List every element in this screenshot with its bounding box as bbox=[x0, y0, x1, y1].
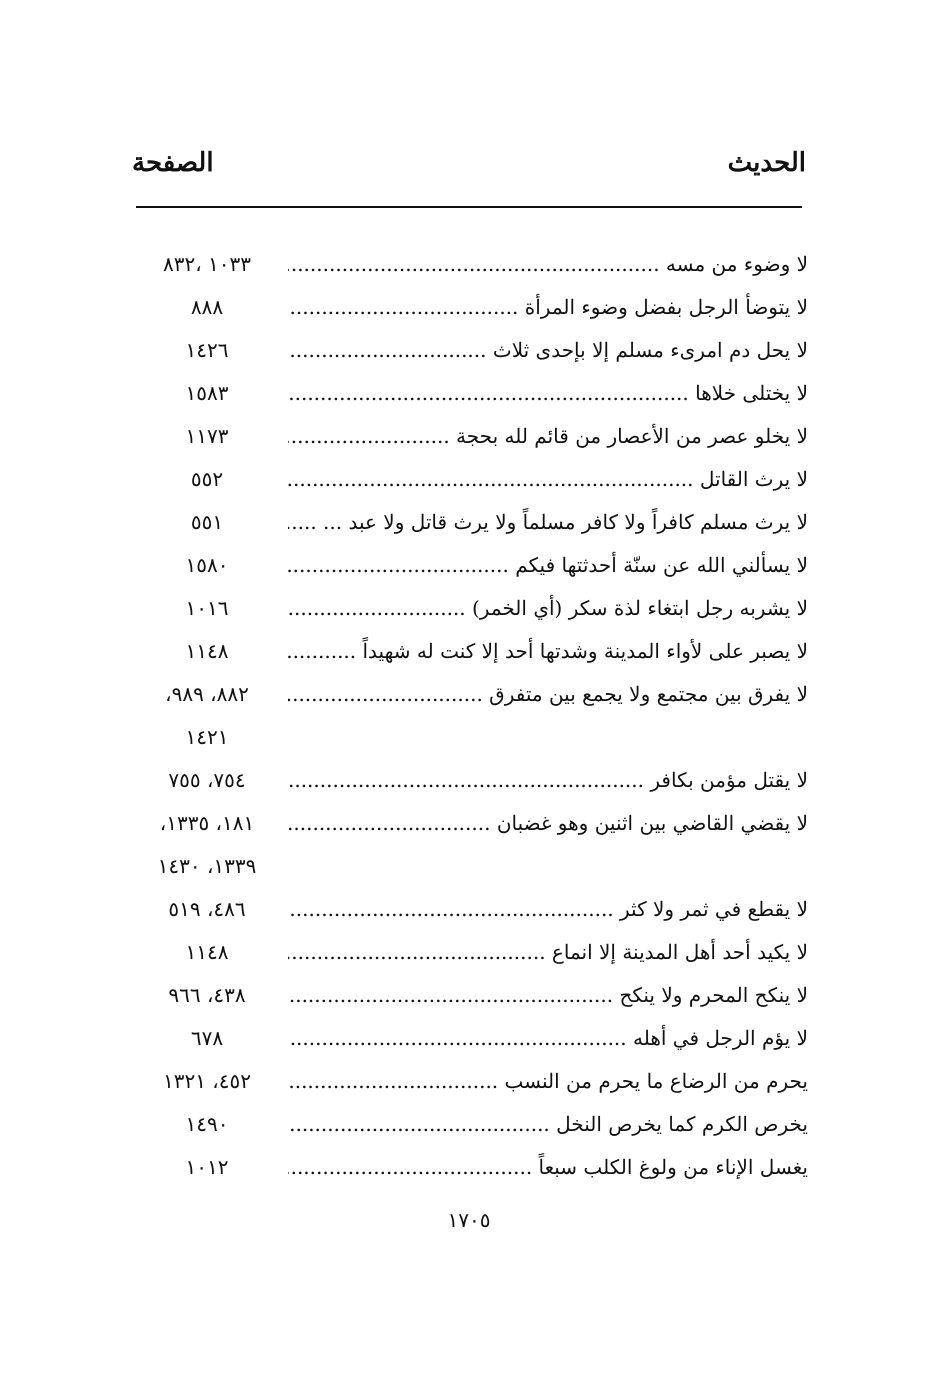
page-numbers: ١٠٣٣ ،٨٣٢ bbox=[162, 252, 251, 276]
index-entry bbox=[132, 889, 808, 932]
index-entry bbox=[132, 932, 808, 975]
column-heading-page: الصفحة bbox=[132, 148, 214, 178]
hadith-text: لا يشربه رجل ابتغاء لذة سكر (أي الخمر) ..... bbox=[288, 594, 808, 622]
index-entry-continuation bbox=[132, 846, 808, 889]
page-numbers: ١٠١٦ bbox=[185, 596, 229, 620]
hadith-text: لا يرث مسلم كافراً ولا كافر مسلماً ولا يرث قاتل ولا عبد ... ..... bbox=[288, 508, 808, 536]
page-numbers: ٨٨٢، ٩٨٩، bbox=[165, 682, 249, 706]
page-numbers: ١٤٢٦ bbox=[185, 338, 229, 362]
page-numbers: ٦٧٨ bbox=[190, 1026, 224, 1050]
page-numbers: ١٤٩٠ bbox=[185, 1112, 229, 1136]
page-numbers: ١٤٢١ bbox=[185, 725, 229, 749]
hadith-text: لا يسألني الله عن سنّة أحدثتها فيكم ..... bbox=[288, 551, 808, 579]
hadith-text: لا يحل دم امرىء مسلم إلا بإحدى ثلاث ..... bbox=[288, 336, 808, 364]
index-entry bbox=[132, 975, 808, 1018]
index-entry bbox=[132, 459, 808, 502]
column-heading-hadith: الحديث bbox=[727, 148, 806, 178]
hadith-text: لا وضوء من مسه ..... bbox=[288, 250, 808, 278]
index-entries bbox=[132, 244, 808, 1190]
index-entry bbox=[132, 760, 808, 803]
hadith-text: يحرم من الرضاع ما يحرم من النسب ..... bbox=[288, 1067, 808, 1095]
page-numbers: ٤٣٨، ٩٦٦ bbox=[168, 983, 246, 1007]
hadith-text: لا يقطع في ثمر ولا كثر ..... bbox=[288, 895, 808, 923]
index-entry bbox=[132, 502, 808, 545]
index-entry bbox=[132, 1147, 808, 1190]
index-entry bbox=[132, 373, 808, 416]
page-numbers: ١٨١، ١٣٣٥، bbox=[159, 811, 255, 835]
hadith-text: يغسل الإناء من ولوغ الكلب سبعاً ..... bbox=[288, 1153, 808, 1181]
page-numbers: ٨٨٨ bbox=[190, 295, 224, 319]
page-numbers: ١٥٨٣ bbox=[185, 381, 229, 405]
index-entry bbox=[132, 631, 808, 674]
hadith-text: لا يفرق بين مجتمع ولا يجمع بين متفرق ..... bbox=[288, 680, 808, 708]
hadith-text: لا يخلو عصر من الأعصار من قائم لله بحجة ..... bbox=[288, 422, 808, 450]
page-numbers: ١٣٣٩، ١٤٣٠ bbox=[157, 854, 257, 878]
page-numbers: ٥٥٢ bbox=[190, 467, 224, 491]
page-numbers: ١١٤٨ bbox=[185, 940, 229, 964]
page-numbers: ٤٥٢، ١٣٢١ bbox=[162, 1069, 251, 1093]
page-numbers: ٧٥٤، ٧٥٥ bbox=[168, 768, 246, 792]
page-header bbox=[132, 148, 806, 188]
index-entry bbox=[132, 1061, 808, 1104]
index-entry bbox=[132, 1104, 808, 1147]
index-entry bbox=[132, 545, 808, 588]
index-entry bbox=[132, 244, 808, 287]
hadith-text: لا يصبر على لأواء المدينة وشدتها أحد إلا كنت له شهيداً ..... bbox=[288, 637, 808, 665]
index-entry bbox=[132, 416, 808, 459]
hadith-text: لا يؤم الرجل في أهله ..... bbox=[288, 1024, 808, 1052]
index-entry bbox=[132, 1018, 808, 1061]
page-numbers: ٥٥١ bbox=[190, 510, 224, 534]
hadith-text: لا يرث القاتل ..... bbox=[288, 465, 808, 493]
index-entry bbox=[132, 287, 808, 330]
hadith-text: يخرص الكرم كما يخرص النخل ..... bbox=[288, 1110, 808, 1138]
index-entry bbox=[132, 330, 808, 373]
hadith-text: لا يقضي القاضي بين اثنين وهو غضبان ..... bbox=[288, 809, 808, 837]
hadith-text: لا يقتل مؤمن بكافر ..... bbox=[288, 766, 808, 794]
header-divider bbox=[136, 206, 802, 208]
hadith-text: لا يكيد أحد أهل المدينة إلا انماع ..... bbox=[288, 938, 808, 966]
hadith-text: لا ينكح المحرم ولا ينكح ..... bbox=[288, 981, 808, 1009]
hadith-text: لا يتوضأ الرجل بفضل وضوء المرأة ..... bbox=[288, 293, 808, 321]
page-number: ١٧٠٥ bbox=[447, 1208, 491, 1232]
hadith-text: لا يختلى خلاها ..... bbox=[288, 379, 808, 407]
index-entry-continuation bbox=[132, 717, 808, 760]
index-entry bbox=[132, 588, 808, 631]
page-numbers: ١٥٨٠ bbox=[185, 553, 229, 577]
page-numbers: ١١٧٣ bbox=[185, 424, 229, 448]
page-numbers: ١١٤٨ bbox=[185, 639, 229, 663]
index-entry bbox=[132, 803, 808, 846]
index-entry bbox=[132, 674, 808, 717]
page-numbers: ٤٨٦، ٥١٩ bbox=[168, 897, 246, 921]
page-numbers: ١٠١٢ bbox=[185, 1155, 229, 1179]
